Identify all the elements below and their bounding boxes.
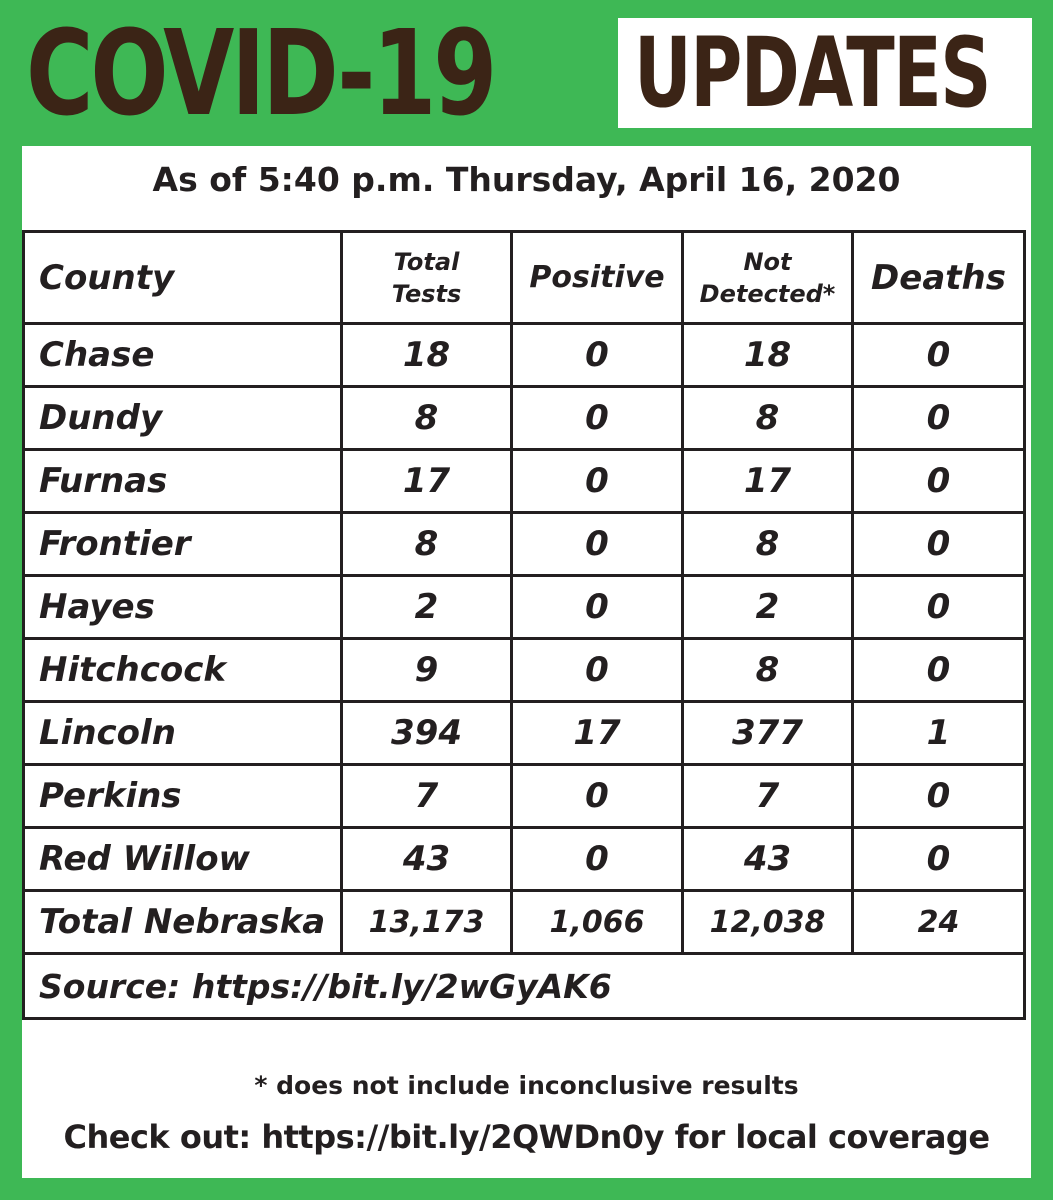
- value-cell: 17: [512, 702, 683, 765]
- value-cell: 17: [342, 450, 512, 513]
- county-name-cell: Perkins: [24, 765, 342, 828]
- value-cell: 0: [512, 513, 683, 576]
- value-cell: 18: [342, 324, 512, 387]
- header-total-tests-line2: Tests: [391, 279, 462, 308]
- table-row: [24, 450, 1025, 513]
- value-cell: 18: [683, 324, 853, 387]
- value-cell: 24: [853, 891, 1025, 954]
- header-total-tests: [342, 232, 512, 324]
- table-row: [24, 765, 1025, 828]
- table-row: [24, 324, 1025, 387]
- header-not-detected: [683, 232, 853, 324]
- value-cell: 0: [512, 639, 683, 702]
- value-cell: 0: [853, 639, 1025, 702]
- county-name-cell: Chase: [24, 324, 342, 387]
- value-cell: 17: [683, 450, 853, 513]
- value-cell: 8: [342, 513, 512, 576]
- county-name-cell: Total Nebraska: [24, 891, 342, 954]
- header-not-detected-line1: Not: [743, 247, 792, 276]
- header-not-detected-line2: Detected*: [699, 279, 836, 308]
- as-of-date: As of 5:40 p.m. Thursday, April 16, 2020: [152, 160, 901, 199]
- value-cell: 0: [853, 828, 1025, 891]
- table-row: [24, 828, 1025, 891]
- table-row: [24, 387, 1025, 450]
- value-cell: 43: [342, 828, 512, 891]
- county-name-cell: Hayes: [24, 576, 342, 639]
- value-cell: 12,038: [683, 891, 853, 954]
- value-cell: 43: [683, 828, 853, 891]
- county-name-cell: Frontier: [24, 513, 342, 576]
- value-cell: 0: [512, 450, 683, 513]
- value-cell: 9: [342, 639, 512, 702]
- value-cell: 8: [683, 387, 853, 450]
- footnote: * does not include inconclusive results: [254, 1071, 799, 1100]
- value-cell: 0: [853, 765, 1025, 828]
- header-positive: Positive: [512, 232, 683, 324]
- value-cell: 0: [512, 324, 683, 387]
- value-cell: 0: [512, 765, 683, 828]
- value-cell: 7: [342, 765, 512, 828]
- value-cell: 2: [342, 576, 512, 639]
- value-cell: 2: [683, 576, 853, 639]
- county-name-cell: Hitchcock: [24, 639, 342, 702]
- value-cell: 13,173: [342, 891, 512, 954]
- value-cell: 0: [853, 513, 1025, 576]
- value-cell: 1,066: [512, 891, 683, 954]
- title-banner: [0, 0, 1053, 146]
- banner-title-covid: COVID-19: [26, 4, 495, 142]
- banner-title-updates-box: [618, 18, 1032, 128]
- covid-table: [22, 230, 1026, 1020]
- header-deaths: Deaths: [853, 232, 1025, 324]
- value-cell: 8: [683, 639, 853, 702]
- check-out-link-text: Check out: https://bit.ly/2QWDn0y for local coverage: [63, 1118, 990, 1156]
- value-cell: 0: [853, 450, 1025, 513]
- table-header-row: [24, 232, 1025, 324]
- header-county: County: [24, 232, 342, 324]
- county-name-cell: Furnas: [24, 450, 342, 513]
- value-cell: 7: [683, 765, 853, 828]
- table-row: [24, 576, 1025, 639]
- table-row: [24, 513, 1025, 576]
- value-cell: 0: [853, 324, 1025, 387]
- value-cell: 377: [683, 702, 853, 765]
- table-source-row: [24, 954, 1025, 1019]
- value-cell: 1: [853, 702, 1025, 765]
- header-total-tests-line1: Total: [393, 247, 460, 276]
- value-cell: 8: [342, 387, 512, 450]
- source-link-text: Source: https://bit.ly/2wGyAK6: [24, 954, 1025, 1019]
- county-name-cell: Lincoln: [24, 702, 342, 765]
- value-cell: 394: [342, 702, 512, 765]
- table-row: [24, 639, 1025, 702]
- county-name-cell: Dundy: [24, 387, 342, 450]
- banner-title-updates: UPDATES: [634, 17, 990, 129]
- table-total-row: [24, 891, 1025, 954]
- value-cell: 0: [853, 576, 1025, 639]
- value-cell: 0: [512, 387, 683, 450]
- county-name-cell: Red Willow: [24, 828, 342, 891]
- value-cell: 0: [853, 387, 1025, 450]
- value-cell: 8: [683, 513, 853, 576]
- value-cell: 0: [512, 828, 683, 891]
- value-cell: 0: [512, 576, 683, 639]
- table-row: [24, 702, 1025, 765]
